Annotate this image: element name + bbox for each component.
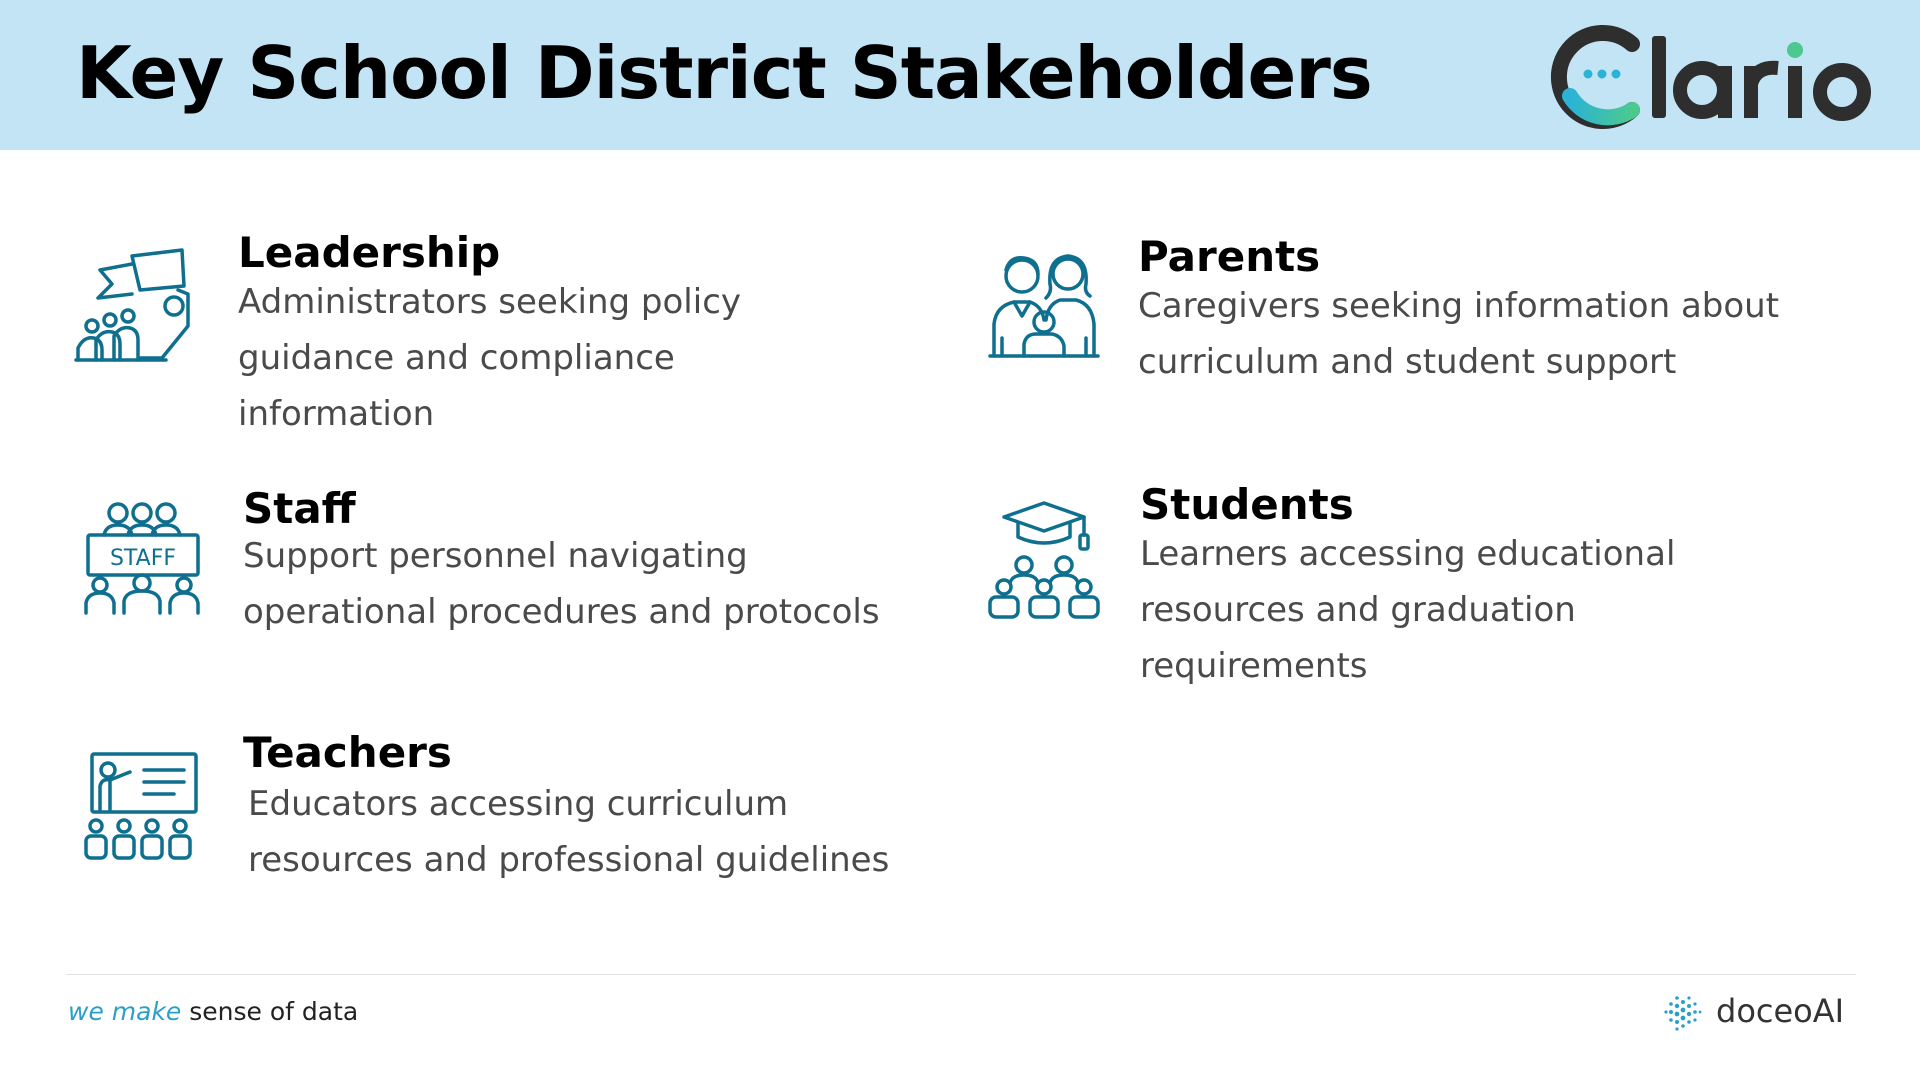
leadership-title: Leadership xyxy=(238,228,501,277)
leadership-description: Administrators seeking policy guidance and compliance information xyxy=(238,282,742,434)
page-title: Key School District Stakeholders xyxy=(76,31,1372,115)
parents-description: Caregivers seeking information about curriculum and student support xyxy=(1138,286,1780,382)
teachers-icon xyxy=(78,740,208,870)
doceo-word: doceo xyxy=(1716,992,1813,1030)
tagline-part-1: we make xyxy=(68,997,190,1026)
students-icon xyxy=(980,495,1110,625)
students-title: Students xyxy=(1140,480,1354,529)
footer-divider xyxy=(66,974,1856,975)
tagline-part-2: sense of data xyxy=(189,997,359,1026)
teachers-title: Teachers xyxy=(243,728,452,777)
staff-description: Support personnel navigating operational procedures and protocols xyxy=(243,536,880,632)
footer-tagline xyxy=(68,996,358,1028)
staff-icon xyxy=(78,495,208,625)
parents-title: Parents xyxy=(1138,232,1321,281)
students-description: Learners accessing educational resources and graduation requirements xyxy=(1140,534,1676,686)
doceo-brand xyxy=(1716,991,1844,1031)
doceo-ai: AI xyxy=(1812,992,1845,1030)
clario-logo xyxy=(1540,14,1880,134)
teachers-description: Educators accessing curriculum resources and professional guidelines xyxy=(248,784,890,880)
leadership-icon xyxy=(70,240,200,370)
parents-icon xyxy=(980,240,1110,370)
staff-title: Staff xyxy=(243,484,356,533)
staff-icon-label: STAFF xyxy=(109,546,177,571)
header-bar xyxy=(0,0,1920,150)
